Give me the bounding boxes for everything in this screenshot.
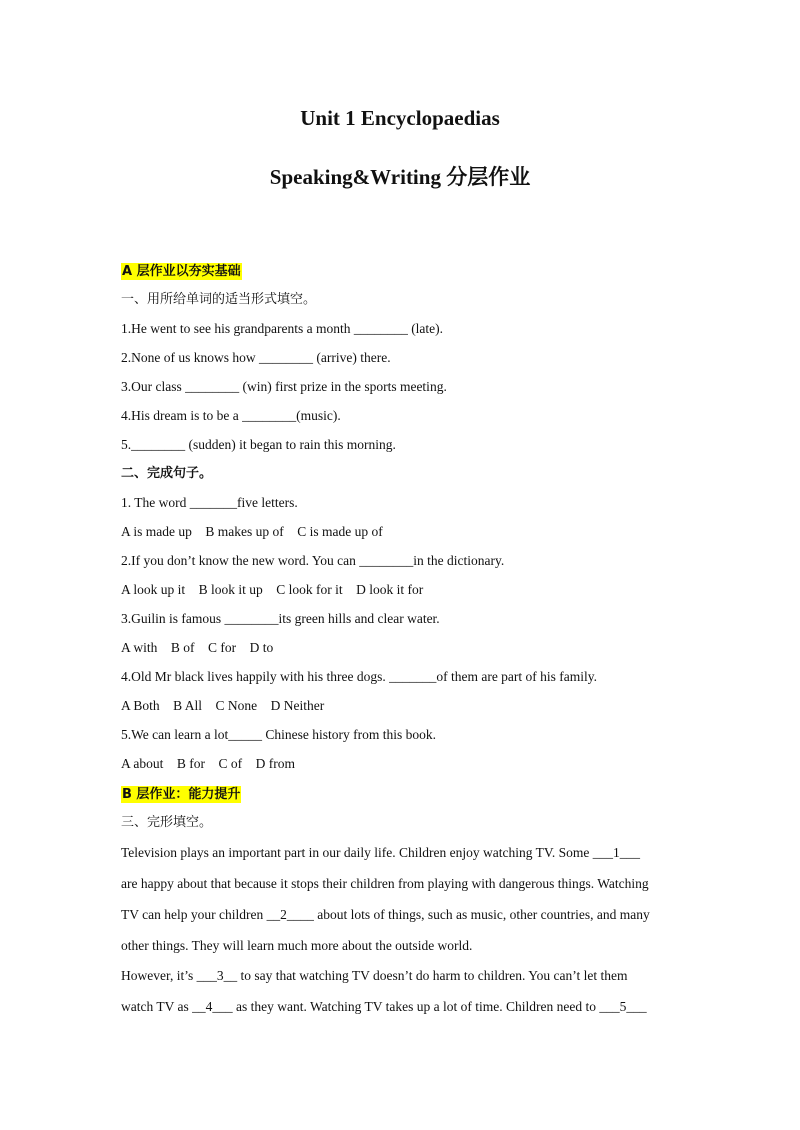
part2-question: 1. The word _______five letters.: [121, 495, 298, 510]
part2-title: 二、完成句子。: [121, 466, 213, 481]
part2-options: A Both B All C None D Neither: [121, 698, 325, 713]
part1-item: 3.Our class ________ (win) first prize in the sports meeting.: [121, 379, 447, 394]
section-b-heading-text: B 层作业：能力提升: [122, 787, 241, 802]
part1-item: 2.None of us knows how ________ (arrive) there.: [121, 350, 391, 365]
passage-line: However, it’s ___3__ to say that watching TV doesn’t do harm to children. You can’t let them: [121, 968, 628, 983]
page-subtitle: Speaking&Writing 分层作业: [269, 165, 531, 189]
passage-line: watch TV as __4___ as they want. Watching TV takes up a lot of time. Children need to ___5___: [121, 999, 647, 1014]
section-a-heading-text: A 层作业以夯实基础: [122, 264, 241, 279]
part1-item: 4.His dream is to be a ________(music).: [121, 408, 341, 423]
passage-line: Television plays an important part in our daily life. Children enjoy watching TV. Some ___1___: [121, 845, 640, 860]
part2-question: 4.Old Mr black lives happily with his three dogs. _______of them are part of his family.: [121, 669, 598, 684]
section-a-heading: [121, 262, 242, 281]
part1-item: 1.He went to see his grandparents a month ________ (late).: [121, 321, 444, 336]
part1-item: 5.________ (sudden) it began to rain this morning.: [121, 437, 396, 452]
part2-question: 3.Guilin is famous ________its green hills and clear water.: [121, 611, 440, 626]
passage-line: are happy about that because it stops their children from playing with dangerous things. Watching: [121, 876, 649, 891]
part2-options: A about B for C of D from: [121, 756, 295, 771]
part1-title: 一、用所给单词的适当形式填空。: [121, 292, 317, 307]
part2-options: A with B of C for D to: [121, 640, 274, 655]
part3-title: 三、完形填空。: [121, 815, 213, 830]
page-title: Unit 1 Encyclopaedias: [300, 106, 500, 130]
passage-line: other things. They will learn much more about the outside world.: [121, 938, 473, 953]
section-b-heading: [121, 785, 241, 804]
part2-options: A is made up B makes up of C is made up of: [121, 524, 383, 539]
passage-line: TV can help your children __2____ about lots of things, such as music, other countries, and many: [121, 907, 650, 922]
part2-options: A look up it B look it up C look for it D look it for: [121, 582, 424, 597]
part2-question: 2.If you don’t know the new word. You can ________in the dictionary.: [121, 553, 505, 568]
part2-question: 5.We can learn a lot_____ Chinese history from this book.: [121, 727, 436, 742]
